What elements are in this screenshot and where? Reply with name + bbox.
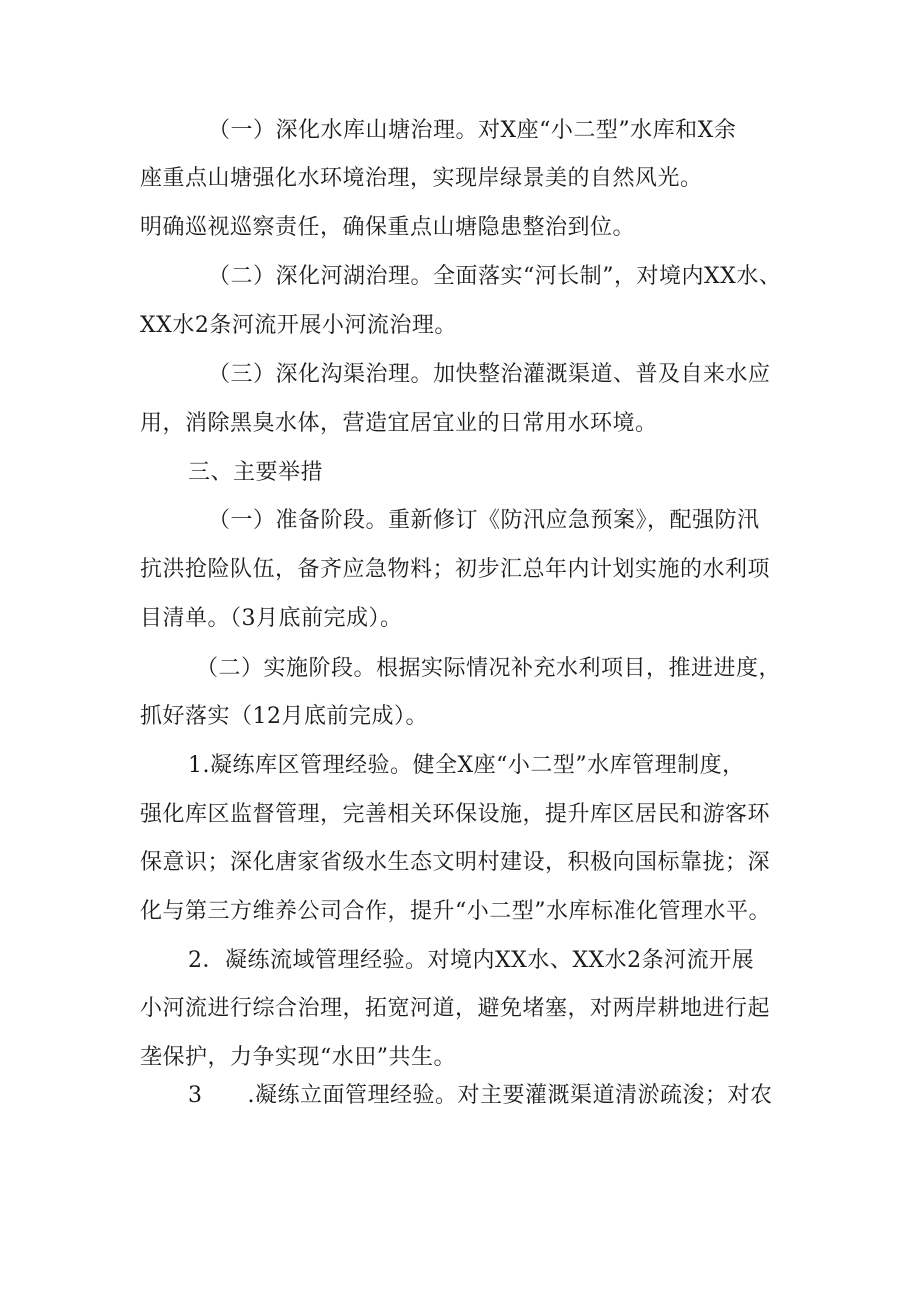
- text-line: 抓好落实（12月底前完成）。: [140, 704, 428, 729]
- text-line: 2．凝练流域管理经验。对境内XX水、XX水2条河流开展: [188, 948, 755, 973]
- section-heading: 三、主要举措: [188, 460, 324, 485]
- text-line: （一）深化水库山塘治理。对X座“小二型”水库和X余: [208, 118, 737, 143]
- text-line: 目清单。（3月底前完成）。: [140, 606, 403, 631]
- text-line: 1.凝练库区管理经验。健全X座“小二型”水库管理制度，: [188, 753, 745, 778]
- text-line: 抗洪抢险队伍，备齐应急物料；初步汇总年内计划实施的水利项: [140, 557, 771, 582]
- text-line: 垄保护，力争实现“水田”共生。: [140, 1045, 456, 1070]
- text-line: 明确巡视巡察责任，确保重点山塘隐患整治到位。: [140, 215, 636, 240]
- text-line: （三）深化沟渠治理。加快整治灌溉渠道、普及自来水应: [208, 362, 771, 387]
- text-line: 小河流进行综合治理，拓宽河道，避免堵塞，对两岸耕地进行起: [140, 996, 771, 1021]
- text-line: 保意识；深化唐家省级水生态文明村建设，积极向国标靠拢；深: [140, 850, 771, 875]
- text-line: （二）实施阶段。根据实际情况补充水利项目，推进进度，: [196, 656, 782, 681]
- text-line: 用，消除黑臭水体，营造宜居宜业的日常用水环境。: [140, 411, 658, 436]
- text-line: XX水2条河流开展小河流治理。: [140, 313, 457, 338]
- text-line: （二）深化河湖治理。全面落实“河长制”，对境内XX水、: [208, 264, 782, 289]
- text-line: 座重点山塘强化水环境治理，实现岸绿景美的自然风光。: [140, 166, 703, 191]
- text-line: 强化库区监督管理，完善相关环保设施，提升库区居民和游客环: [140, 802, 771, 827]
- text-line: （一）准备阶段。重新修订《防汛应急预案》，配强防汛: [208, 508, 760, 533]
- text-line: 化与第三方维养公司合作，提升“小二型”水库标准化管理水平。: [140, 899, 771, 924]
- text-line: 3 .凝练立面管理经验。对主要灌溉渠道清淤疏浚；对农: [188, 1083, 773, 1108]
